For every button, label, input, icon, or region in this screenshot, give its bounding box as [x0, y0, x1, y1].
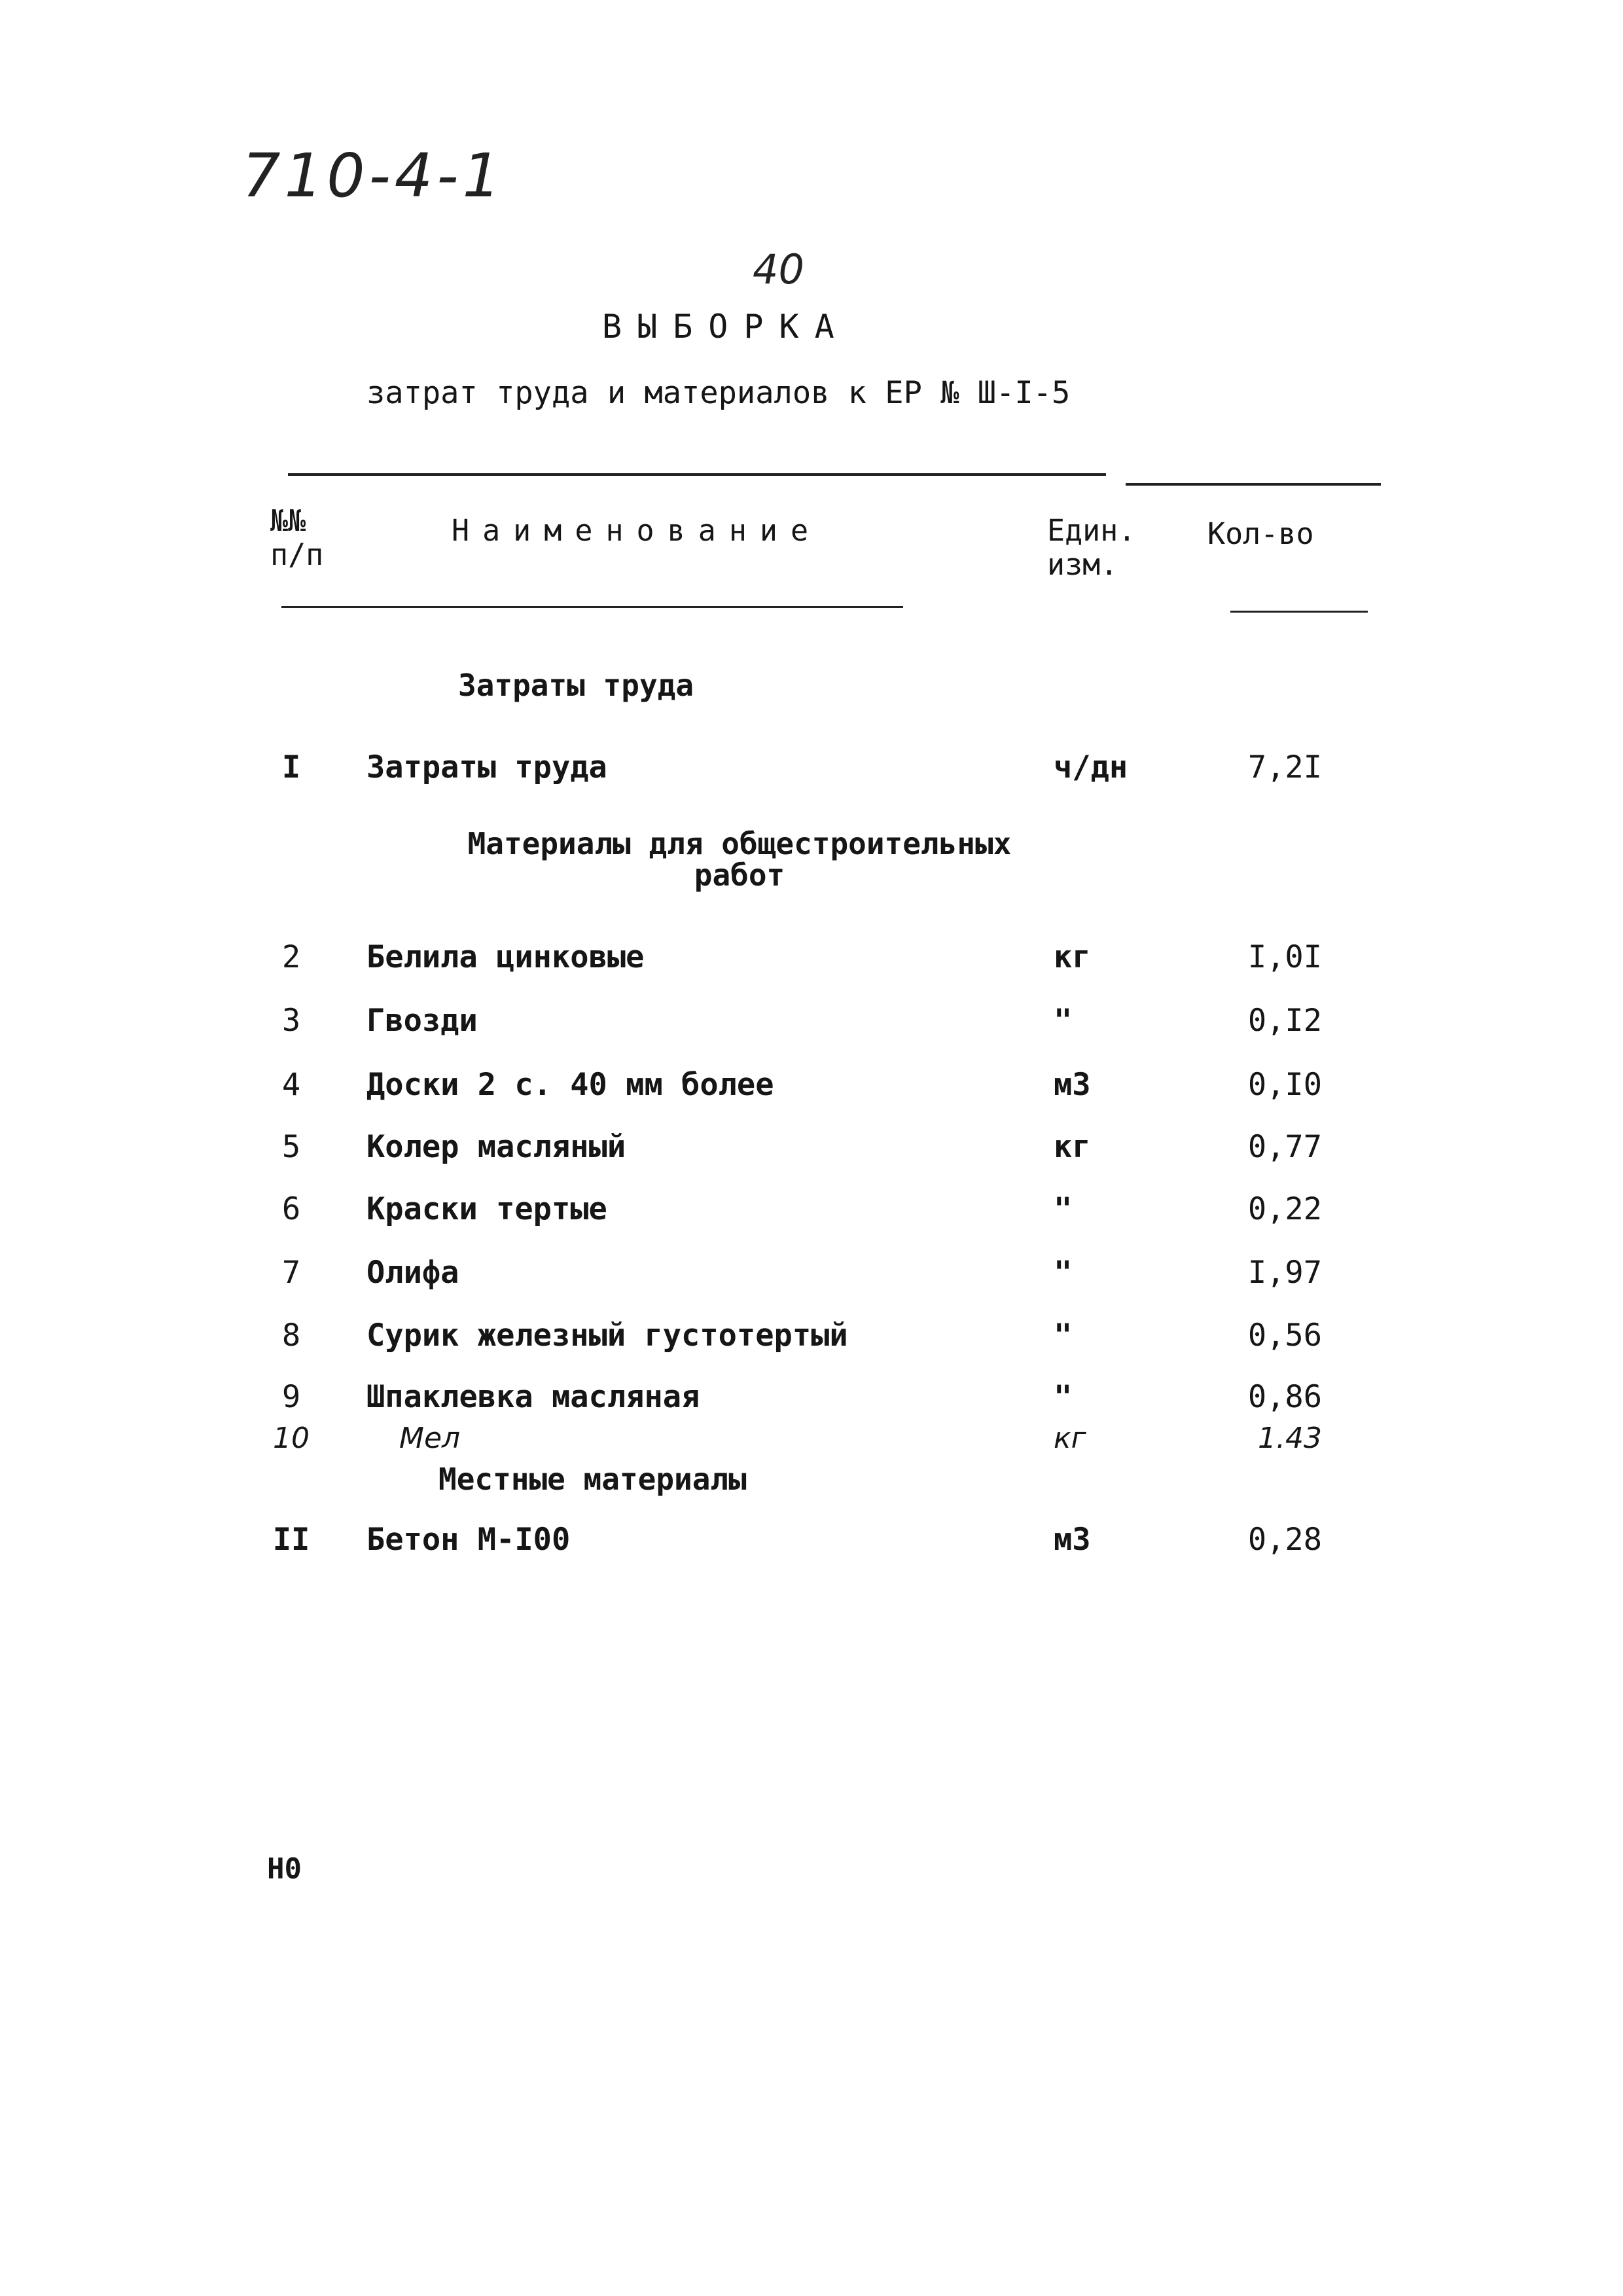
- footer-mark: Н0: [267, 1852, 302, 1886]
- row-quantity: 0,22: [1247, 1191, 1322, 1227]
- table-row: [0, 1255, 1623, 1294]
- row-unit: ": [1054, 1003, 1073, 1039]
- document-subtitle: затрат труда и материалов к ЕР № Ш-I-5: [366, 375, 1071, 411]
- row-name: Доски 2 с. 40 мм более: [366, 1067, 774, 1103]
- row-number: 6: [281, 1191, 301, 1227]
- row-quantity: 0,I2: [1247, 1003, 1322, 1039]
- row-quantity: 0,86: [1247, 1379, 1322, 1415]
- row-name: Гвозди: [366, 1003, 478, 1039]
- table-row: [0, 1129, 1623, 1168]
- row-name: Затраты труда: [366, 749, 607, 785]
- row-quantity: 0,56: [1247, 1318, 1322, 1354]
- row-number: 4: [281, 1067, 301, 1103]
- row-quantity: 0,77: [1247, 1129, 1322, 1165]
- row-name: Колер масляный: [366, 1129, 626, 1165]
- table-row-handwritten: [0, 1422, 1623, 1461]
- row-number: 7: [281, 1255, 301, 1291]
- document-title: ВЫБОРКА: [602, 308, 850, 346]
- row-quantity: I,0I: [1247, 939, 1322, 975]
- table-row: [0, 1379, 1623, 1418]
- row-number: 2: [281, 939, 301, 975]
- row-name: Шпаклевка масляная: [366, 1379, 700, 1415]
- row-number: 8: [281, 1318, 301, 1354]
- row-name: Белила цинковые: [366, 939, 645, 975]
- header-name: Наименование: [452, 513, 822, 548]
- row-unit: м3: [1054, 1067, 1091, 1103]
- row-number: 5: [281, 1129, 301, 1165]
- row-unit: ": [1054, 1191, 1073, 1227]
- row-unit: кг: [1054, 939, 1091, 975]
- header-row-number: №№ п/п: [270, 503, 324, 572]
- row-name: Сурик железный густотертый: [366, 1318, 848, 1354]
- header-quantity: Кол-во: [1207, 516, 1314, 551]
- row-quantity: 7,2I: [1247, 749, 1322, 785]
- row-unit: кг: [1054, 1422, 1086, 1455]
- row-unit: кг: [1054, 1129, 1091, 1165]
- header-unit: Един. изм.: [1047, 513, 1136, 582]
- row-unit: ": [1054, 1318, 1073, 1354]
- row-quantity: 1.43: [1258, 1422, 1322, 1455]
- row-unit: ": [1054, 1379, 1073, 1415]
- row-number: 3: [281, 1003, 301, 1039]
- table-row: [0, 939, 1623, 978]
- row-name: Краски тертые: [366, 1191, 607, 1227]
- row-unit: ": [1054, 1255, 1073, 1291]
- section-local-materials: Местные материалы: [438, 1462, 747, 1497]
- handwritten-page-number: 40: [753, 245, 804, 293]
- table-row: [0, 1191, 1623, 1230]
- row-number: 10: [273, 1422, 310, 1455]
- row-unit: м3: [1054, 1522, 1091, 1558]
- section-labor-costs: Затраты труда: [458, 668, 694, 703]
- handwritten-document-code: 710-4-1: [242, 141, 505, 211]
- row-quantity: 0,I0: [1247, 1067, 1322, 1103]
- table-row: [0, 749, 1623, 789]
- header-bottom-rule-right: [1230, 611, 1368, 613]
- table-top-rule-right: [1126, 483, 1381, 486]
- row-name: Мел: [399, 1422, 461, 1455]
- section-general-construction-materials: Материалы для общестроительных работ: [467, 826, 1012, 893]
- table-row: [0, 1522, 1623, 1561]
- row-quantity: I,97: [1247, 1255, 1322, 1291]
- header-bottom-rule: [281, 606, 903, 608]
- table-top-rule: [288, 473, 1106, 476]
- row-number: I: [281, 749, 301, 785]
- row-number: 9: [281, 1379, 301, 1415]
- row-number: II: [272, 1522, 310, 1558]
- table-row: [0, 1318, 1623, 1357]
- row-unit: ч/дн: [1054, 749, 1128, 785]
- table-row: [0, 1067, 1623, 1106]
- row-name: Бетон М-I00: [366, 1522, 571, 1558]
- row-name: Олифа: [366, 1255, 459, 1291]
- row-quantity: 0,28: [1247, 1522, 1322, 1558]
- table-row: [0, 1003, 1623, 1042]
